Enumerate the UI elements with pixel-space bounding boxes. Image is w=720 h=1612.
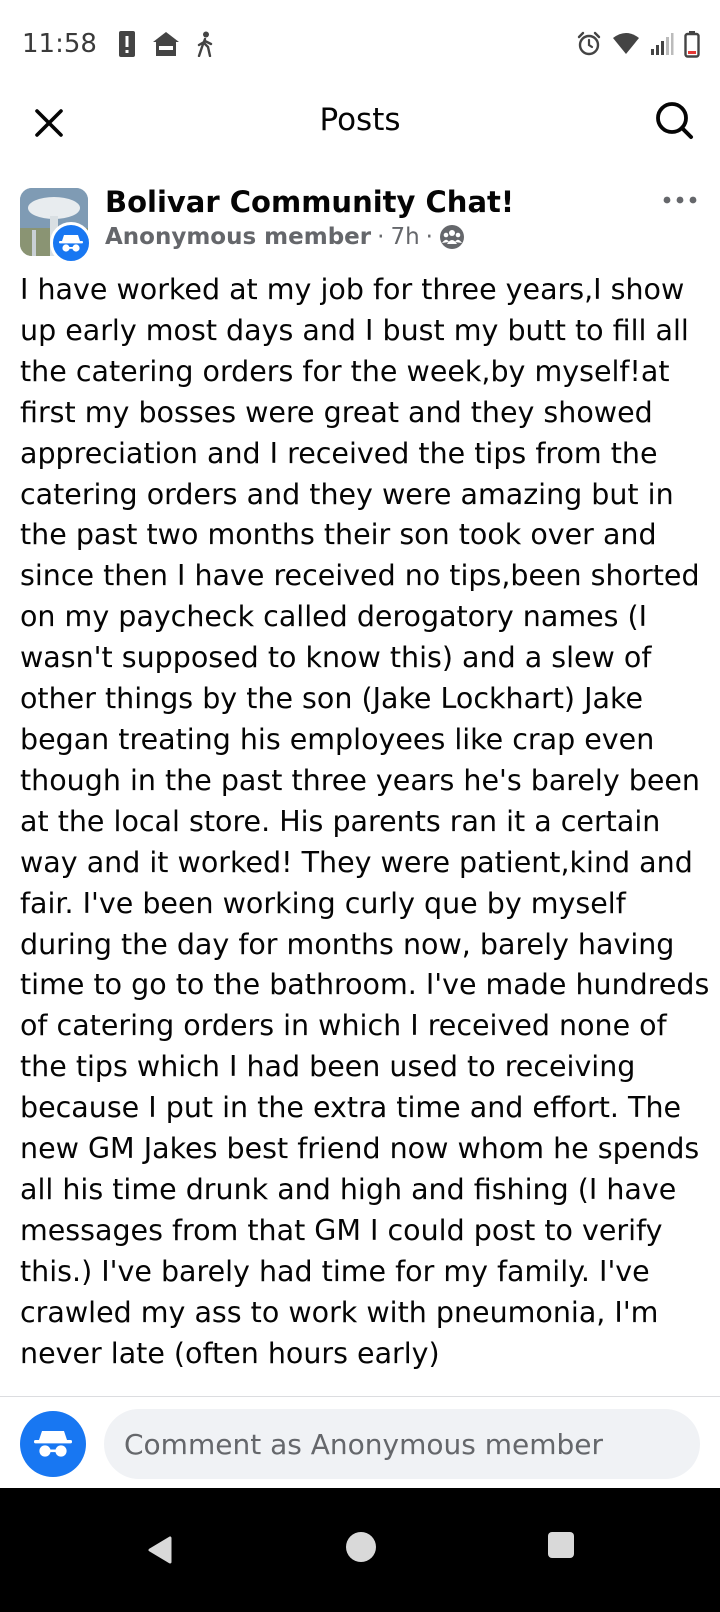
recents-icon[interactable] [548, 1532, 574, 1558]
comment-bar [0, 1396, 720, 1489]
group-name[interactable]: Bolivar Community Chat! [105, 185, 515, 219]
status-bar [0, 0, 720, 92]
alert-icon [118, 30, 136, 58]
post-body [20, 270, 710, 1396]
post-text: I have worked at my job for three years,I show up early most days and I bust my butt to fill all the catering orders for the week,by myself!at first my bosses were great and they showed appreciation and I received the tips from the catering orders and they were amazing but in the past two months their son took over and since then I have received no tips,been shorted on my paycheck called derogatory names (I wasn't supposed to know this) and a slew of other things by the son (Jake Lockhart) Jake began treating his employees like crap even though in the past three years he's barely been at the local store. His parents ran it a certain way and it worked! They were patient,kind and fair. I've been working curly que by myself during the day for months now, barely having time to go to the bathroom. I've made hundreds of catering orders in which I received none of the tips which I had been used to receiving because I put in the extra time and effort. The new GM Jakes best friend now whom he spends all his time drunk and high and fishing (I have messages from that GM I could post to verify this.) I've barely had time for my family. I've crawled my ass to work with pneumonia, I'm never late (often hours early) [20, 273, 710, 1370]
app-header [0, 92, 720, 148]
post-time[interactable]: 7h [390, 224, 420, 250]
meta-separator-2: · [425, 224, 433, 250]
page-title: Posts [319, 102, 401, 138]
wifi-icon [612, 32, 640, 56]
anonymous-avatar-icon[interactable] [20, 1411, 86, 1477]
group-audience-icon [439, 224, 465, 250]
search-icon [654, 100, 694, 140]
status-time: 11:58 [22, 29, 97, 59]
anonymous-badge-icon [50, 222, 92, 264]
walking-person-icon [196, 31, 214, 57]
status-left-icons [118, 30, 214, 58]
search-button[interactable] [648, 94, 700, 146]
battery-icon [684, 30, 700, 58]
signal-icon [650, 32, 674, 56]
post-author: Anonymous member [105, 224, 372, 250]
more-dots-icon [663, 196, 697, 204]
meta-separator: · [377, 224, 385, 250]
home-icon[interactable] [346, 1532, 376, 1562]
back-icon[interactable] [142, 1532, 178, 1568]
roku-home-icon [152, 31, 180, 57]
comment-input[interactable] [104, 1409, 700, 1479]
status-right-icons [576, 30, 700, 58]
post-meta [105, 222, 465, 252]
system-nav-bar [0, 1488, 720, 1612]
group-avatar[interactable] [20, 188, 90, 258]
alarm-icon [576, 31, 602, 57]
post-header [0, 184, 720, 264]
more-options-button[interactable] [658, 188, 702, 212]
